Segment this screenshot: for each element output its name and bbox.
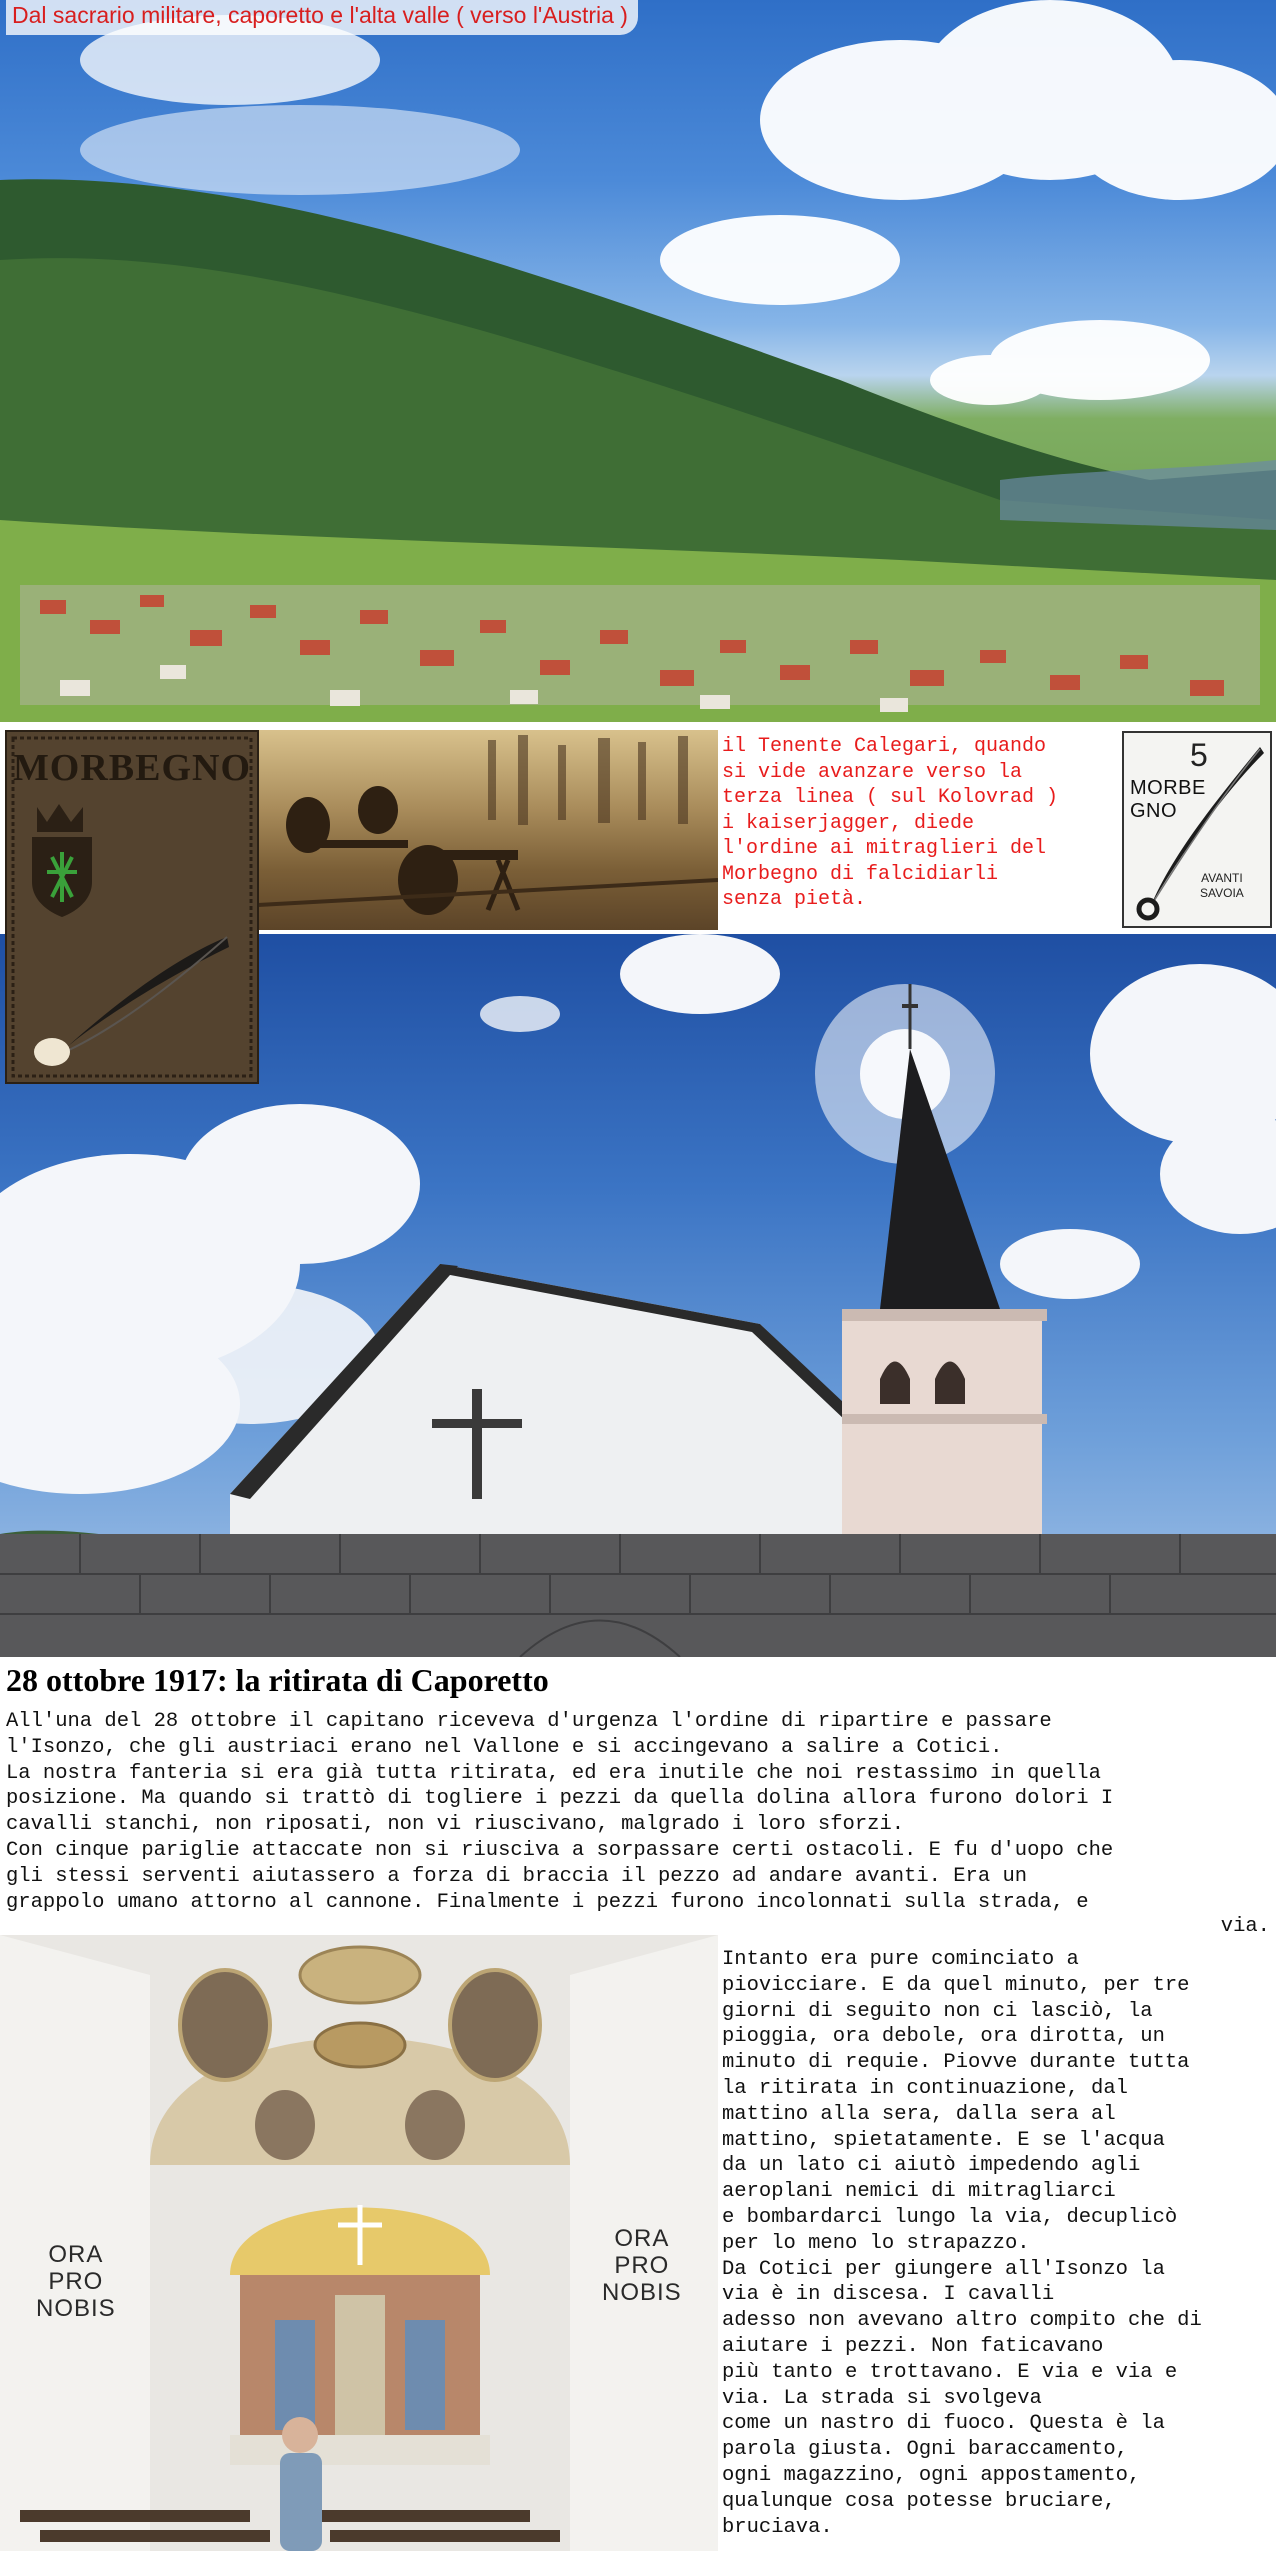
village xyxy=(20,585,1260,712)
valley-illustration xyxy=(0,0,1276,722)
paragraph-1-end: via. xyxy=(1220,1915,1270,1938)
feather-emblem-icon xyxy=(7,732,257,1082)
motto-line: SAVOIA xyxy=(1200,886,1244,900)
quote-line: l'ordine ai mitraglieri del xyxy=(722,837,1047,860)
inscription-word: PRO xyxy=(614,2252,670,2279)
valley-photo xyxy=(0,0,1276,722)
visitor xyxy=(280,2417,322,2551)
ora-pro-nobis-right xyxy=(602,2225,682,2306)
badge-name xyxy=(1130,777,1270,823)
article-paragraph-2: Intanto era pure cominciato a piovicciare. E da quel minuto, per tre giorni di seguito non ci lasciò, la pioggia, ora debole, ora dirotta, un minuto di requie. Piovve durante tutta la ritirata in continuazione, dal mattino alla sera, dalla sera al mattino, spietatamente. E se l'acqua da un lato ci aiutò impedendo agli aeroplani nemici di mitragliarci e bombardarci lungo la via, decuplicò per lo meno lo strapazzo. Da Cotici per giungere all'Isonzo la via è in discesa. I cavalli adesso non avevano altro compito che di aiutare i pezzi. Non faticavano più tanto e trottavano. E via e via e via. La strada si svolgeva come un nastro di fuoco. Questa è la parola giusta. Ogni baraccamento, ogni magazzino, ogni appostamento, qualunque cosa potesse bruciare, bruciava. xyxy=(722,1948,1202,2539)
quote-line: Morbegno di falcidiarli xyxy=(722,862,999,886)
quote-line: il Tenente Calegari, quando xyxy=(722,735,1047,758)
soldiers-photo xyxy=(258,730,718,930)
battalion-badge xyxy=(1122,731,1272,928)
badge-motto xyxy=(1200,871,1244,901)
quote-line: senza pietà. xyxy=(722,888,867,911)
top-caption: Dal sacrario militare, caporetto e l'alta valle ( verso l'Austria ) xyxy=(6,0,638,35)
article-heading: 28 ottobre 1917: la ritirata di Caporetto xyxy=(6,1662,549,1698)
cross-icon xyxy=(472,1389,482,1499)
badge-name-right: GNO xyxy=(1130,800,1178,822)
article-paragraph-1: All'una del 28 ottobre il capitano riceveva d'urgenza l'ordine di ripartire e passare l'Isonzo, che gli austriaci erano nel Vallone e si accingevano a salire a Cotici. La nostra fanteria si era già tutta ritirata, ed era inutile che noi restassimo in quella posizione. Ma quando si trattò di togliere i pezzi da quella dolina allora furono dolori I cavalli stanchi, non riposati, non vi riuscivano, malgrado i loro sforzi. Con cinque pariglie attaccate non si riusciva a sorpassare certi ostacoli. E fu d'uopo che gli stessi serventi aiutassero a forza di braccia il pezzo ad andare avanti. Era un grappolo umano attorno al cannone. Finalmente i pezzi furono incolonnati sulla strada, e xyxy=(6,1710,1114,1914)
quote-line: i kaiserjagger, diede xyxy=(722,811,975,835)
badge-number: 5 xyxy=(1190,737,1208,773)
church-interior-photo xyxy=(0,1935,718,2551)
inscription-word: NOBIS xyxy=(602,2279,682,2306)
inscription-word: ORA xyxy=(48,2241,104,2268)
inscription-word: NOBIS xyxy=(36,2295,116,2322)
inscription-word: ORA xyxy=(614,2225,670,2252)
inscription-word: PRO xyxy=(48,2268,104,2295)
quote-line: si vide avanzare verso la xyxy=(722,760,1023,784)
quote-line: terza linea ( sul Kolovrad ) xyxy=(722,786,1059,809)
stone-wall xyxy=(0,1534,1276,1657)
badge-name-left: MORBE xyxy=(1130,777,1206,799)
patch-text: MORBEGNO xyxy=(12,747,252,789)
motto-line: AVANTI xyxy=(1201,871,1243,885)
quote-text xyxy=(722,734,1117,913)
machine-gunners-illustration xyxy=(258,730,718,930)
ora-pro-nobis-left xyxy=(36,2241,116,2322)
morbegno-patch xyxy=(5,730,259,1084)
